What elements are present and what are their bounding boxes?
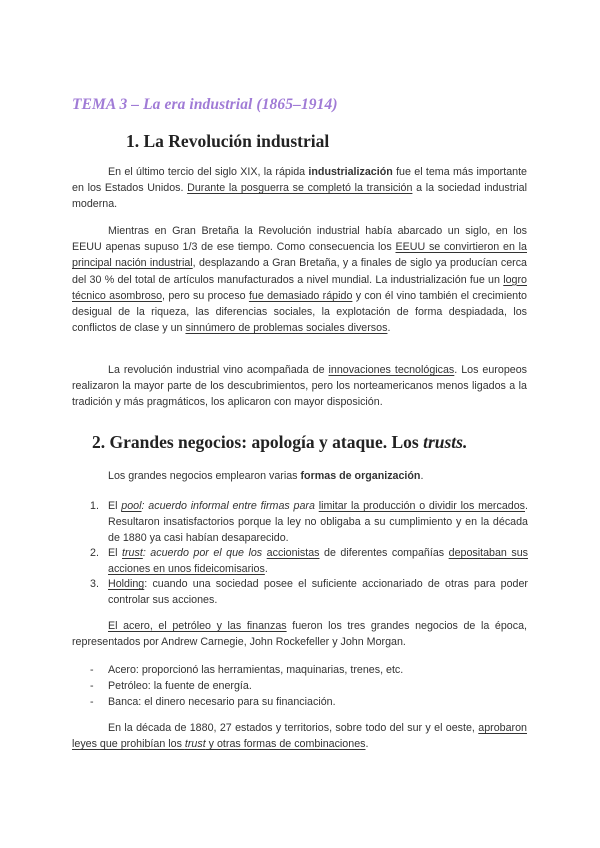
dash-marker: - bbox=[90, 696, 94, 708]
text-span: Mientras en Gran Bretaña la Revolución industrial había abarcado un siglo, en los EEUU apenas supuso 1/3 de ese tiempo. Como consecuencia los bbox=[72, 225, 527, 254]
list-number: 1. bbox=[90, 500, 99, 512]
underlined-phrase: y otras formas de combinaciones bbox=[205, 738, 366, 751]
list-item-pool bbox=[90, 498, 528, 547]
dash-marker: - bbox=[90, 664, 94, 676]
text-span: . Resultaron insatisfactorios porque la ley no obligaba a su cumplimiento y en la década de 1880 ya casi habían desaparecido. bbox=[108, 500, 528, 545]
paragraph-organization-intro bbox=[72, 468, 527, 484]
bold-term: industrialización bbox=[308, 166, 393, 178]
list-number: 2. bbox=[90, 547, 99, 559]
text-span: En el último tercio del siglo XIX, la rápida bbox=[108, 166, 309, 178]
text-span: . Los europeos realizaron la mayor parte de los descubrimientos, pero los norteamericanos menos ligados a la tradición y más pragmáticos, los aplicaron con mayor disposición. bbox=[72, 364, 527, 409]
list-item-trust bbox=[90, 545, 529, 577]
section-2-heading bbox=[92, 432, 467, 453]
paragraph-britain-comparison bbox=[72, 223, 527, 336]
heading-text: 2. Grandes negocios: apología y ataque. Los bbox=[92, 432, 424, 452]
text-span: . bbox=[387, 322, 391, 335]
bold-term: formas de organización bbox=[300, 470, 421, 482]
underlined-phrase: accionistas bbox=[266, 547, 320, 559]
bullet-item bbox=[90, 662, 548, 678]
bullet-item bbox=[90, 694, 548, 710]
paragraph-antitrust-laws bbox=[72, 720, 527, 752]
list-number: 3. bbox=[90, 578, 99, 590]
text-span: , pero su proceso bbox=[162, 289, 249, 302]
text-span: Los grandes negocios emplearon varias bbox=[108, 470, 301, 482]
italic-term: trust bbox=[184, 738, 206, 751]
italic-term: pool bbox=[121, 500, 142, 512]
heading-italic: trusts. bbox=[423, 432, 468, 452]
paragraph-three-businesses bbox=[72, 618, 527, 650]
italic-term: trust bbox=[122, 547, 143, 559]
text-span: . bbox=[420, 470, 424, 482]
underlined-phrase: sinnúmero de problemas sociales diversos bbox=[185, 322, 388, 335]
underlined-phrase: depositaban sus acciones en unos fideicomisarios bbox=[108, 547, 529, 576]
underlined-phrase: Durante la posguerra se completó la transición bbox=[187, 182, 413, 195]
text-span: : acuerdo informal entre firmas para bbox=[141, 500, 319, 512]
text-span: . bbox=[264, 563, 268, 576]
underlined-phrase: aprobaron leyes que prohibían los bbox=[72, 722, 527, 751]
list-item-holding bbox=[90, 576, 528, 608]
section-1-heading: 1. La Revolución industrial bbox=[126, 131, 330, 151]
text-span: La revolución industrial vino acompañada de bbox=[108, 364, 329, 376]
text-span: El bbox=[108, 500, 122, 512]
underlined-term: Holding bbox=[108, 578, 145, 590]
text-span: : cuando una sociedad posee el suficiente accionariado de otras para poder controlar sus acciones. bbox=[108, 578, 528, 607]
bullet-item bbox=[90, 678, 548, 694]
paragraph-innovations bbox=[72, 362, 527, 411]
underlined-phrase: logro técnico asombroso bbox=[72, 273, 527, 302]
text-span: fue el tema más importante en los Estados Unidos. bbox=[72, 166, 527, 195]
text-span: . bbox=[365, 738, 369, 751]
text-span: , desplazando a Gran Bretaña, y a finales de siglo ya producían cerca del 30 % del total de artículos manufacturados a nivel mundial. La industrialización fue un bbox=[72, 257, 527, 286]
bullet-text: Petróleo: la fuente de energía. bbox=[108, 680, 252, 692]
underlined-phrase: EEUU se convirtieron en la principal nación industrial bbox=[72, 241, 527, 270]
bullet-text: Acero: proporcionó las herramientas, maquinarias, trenes, etc. bbox=[108, 664, 404, 676]
underlined-phrase: El acero, el petróleo y las finanzas bbox=[108, 620, 287, 632]
text-span: fueron los tres grandes negocios de la época, representados por Andrew Carnegie, John Rockefeller y John Morgan. bbox=[72, 620, 527, 649]
document-title: TEMA 3 – La era industrial (1865–1914) bbox=[72, 96, 338, 113]
underlined-phrase: limitar la producción o dividir los mercados bbox=[318, 500, 526, 512]
text-span: a la sociedad industrial moderna. bbox=[72, 182, 527, 211]
text-span: En la década de 1880, 27 estados y territorios, sobre todo del sur y el oeste, bbox=[108, 722, 479, 734]
paragraph-industrialization bbox=[72, 164, 527, 213]
bullet-text: Banca: el dinero necesario para su financiación. bbox=[108, 696, 336, 708]
text-span: y con él vino también el crecimiento desigual de la riqueza, las diferencias sociales, la explotación de forma despiadada, los conflictos de clase y un bbox=[72, 289, 528, 335]
text-span: El bbox=[108, 547, 123, 559]
underlined-phrase: innovaciones tecnológicas bbox=[328, 364, 455, 376]
text-span: de diferentes compañías bbox=[319, 547, 449, 559]
dash-marker: - bbox=[90, 680, 94, 692]
text-span: : acuerdo por el que los bbox=[142, 547, 267, 559]
underlined-phrase: fue demasiado rápido bbox=[248, 289, 353, 302]
